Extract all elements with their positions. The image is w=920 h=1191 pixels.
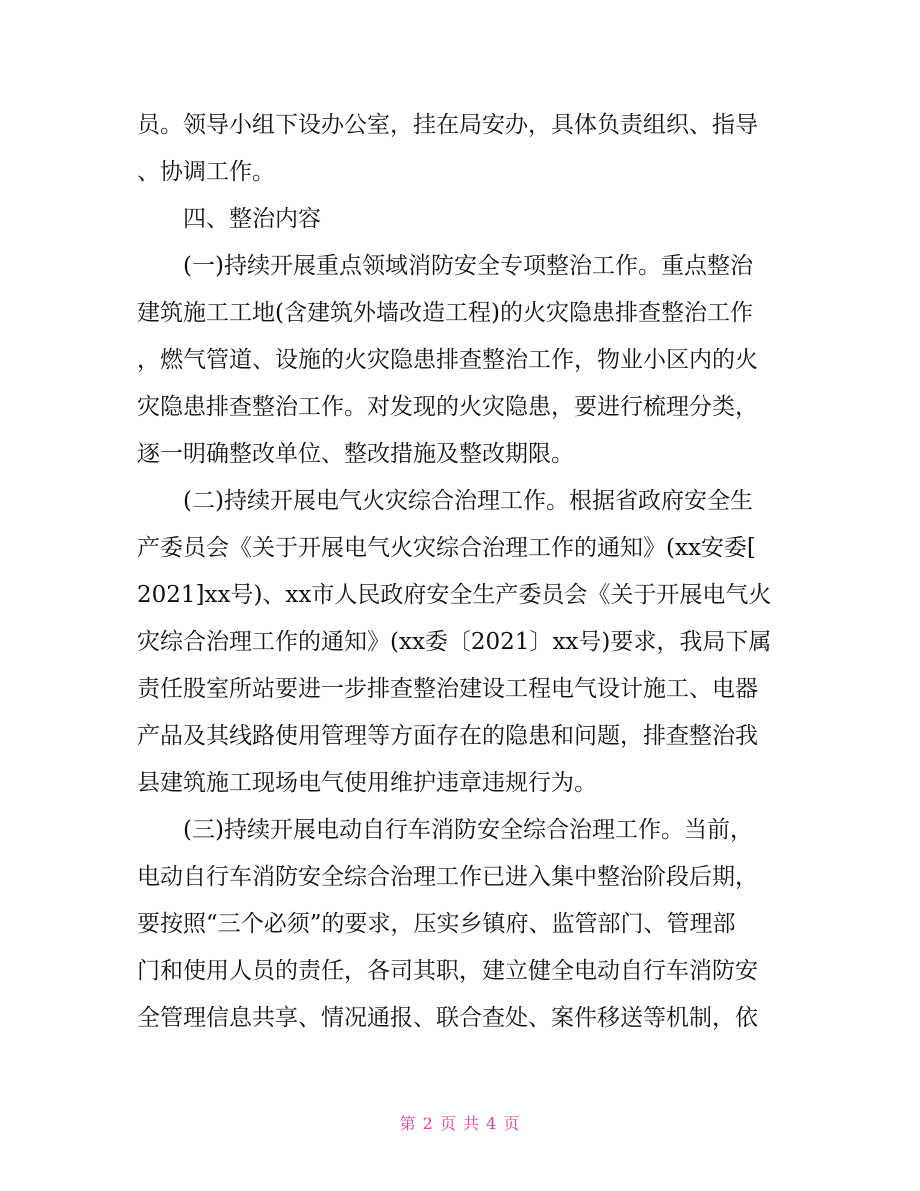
text-line: 逐一明确整改单位、整改措施及整改期限。 [137,441,574,467]
paragraph-start: (三)持续开展电动自行车消防安全综合治理工作。当前， [183,817,753,843]
text-line: 2021]xx号)、xx市人民政府安全生产委员会《关于开展电气火 [137,582,772,608]
paragraph-start: (一)持续开展重点领域消防安全专项整治工作。重点整治 [183,253,753,279]
text-line: 责任股室所站要进一步排查整治建设工程电气设计施工、电器 [137,676,758,702]
text-line: 产委员会《关于开展电气火灾综合治理工作的通知》(xx安委[ [137,535,756,561]
text-line: 灾综合治理工作的通知》(xx委〔2021〕xx号)要求，我局下属 [137,629,772,655]
section-heading: 四、整治内容 [183,206,321,232]
text-line: 员。领导小组下设办公室，挂在局安办，具体负责组织、指导 [137,112,758,138]
text-line: 电动自行车消防安全综合治理工作已进入集中整治阶段后期， [137,864,758,890]
text-line: 县建筑施工现场电气使用维护违章违规行为。 [137,770,597,796]
text-line: 、协调工作。 [137,159,275,185]
text-line: ，燃气管道、设施的火灾隐患排查整治工作，物业小区内的火 [137,347,758,373]
text-line: 产品及其线路使用管理等方面存在的隐患和问题，排查整治我 [137,723,758,749]
text-line: 建筑施工工地(含建筑外墙改造工程)的火灾隐患排查整治工作 [137,300,753,326]
text-line: 要按照“三个必须”的要求，压实乡镇府、监管部门、管理部 [137,911,736,937]
paragraph-start: (二)持续开展电气火灾综合治理工作。根据省政府安全生 [183,488,753,514]
text-line: 全管理信息共享、情况通报、联合查处、案件移送等机制，依 [137,1005,758,1031]
text-line: 灾隐患排查整治工作。对发现的火灾隐患，要进行梳理分类， [137,394,758,420]
text-line: 门和使用人员的责任，各司其职，建立健全电动自行车消防安 [137,958,758,984]
page-number-footer: 第 2 页 共 4 页 [399,1114,521,1133]
